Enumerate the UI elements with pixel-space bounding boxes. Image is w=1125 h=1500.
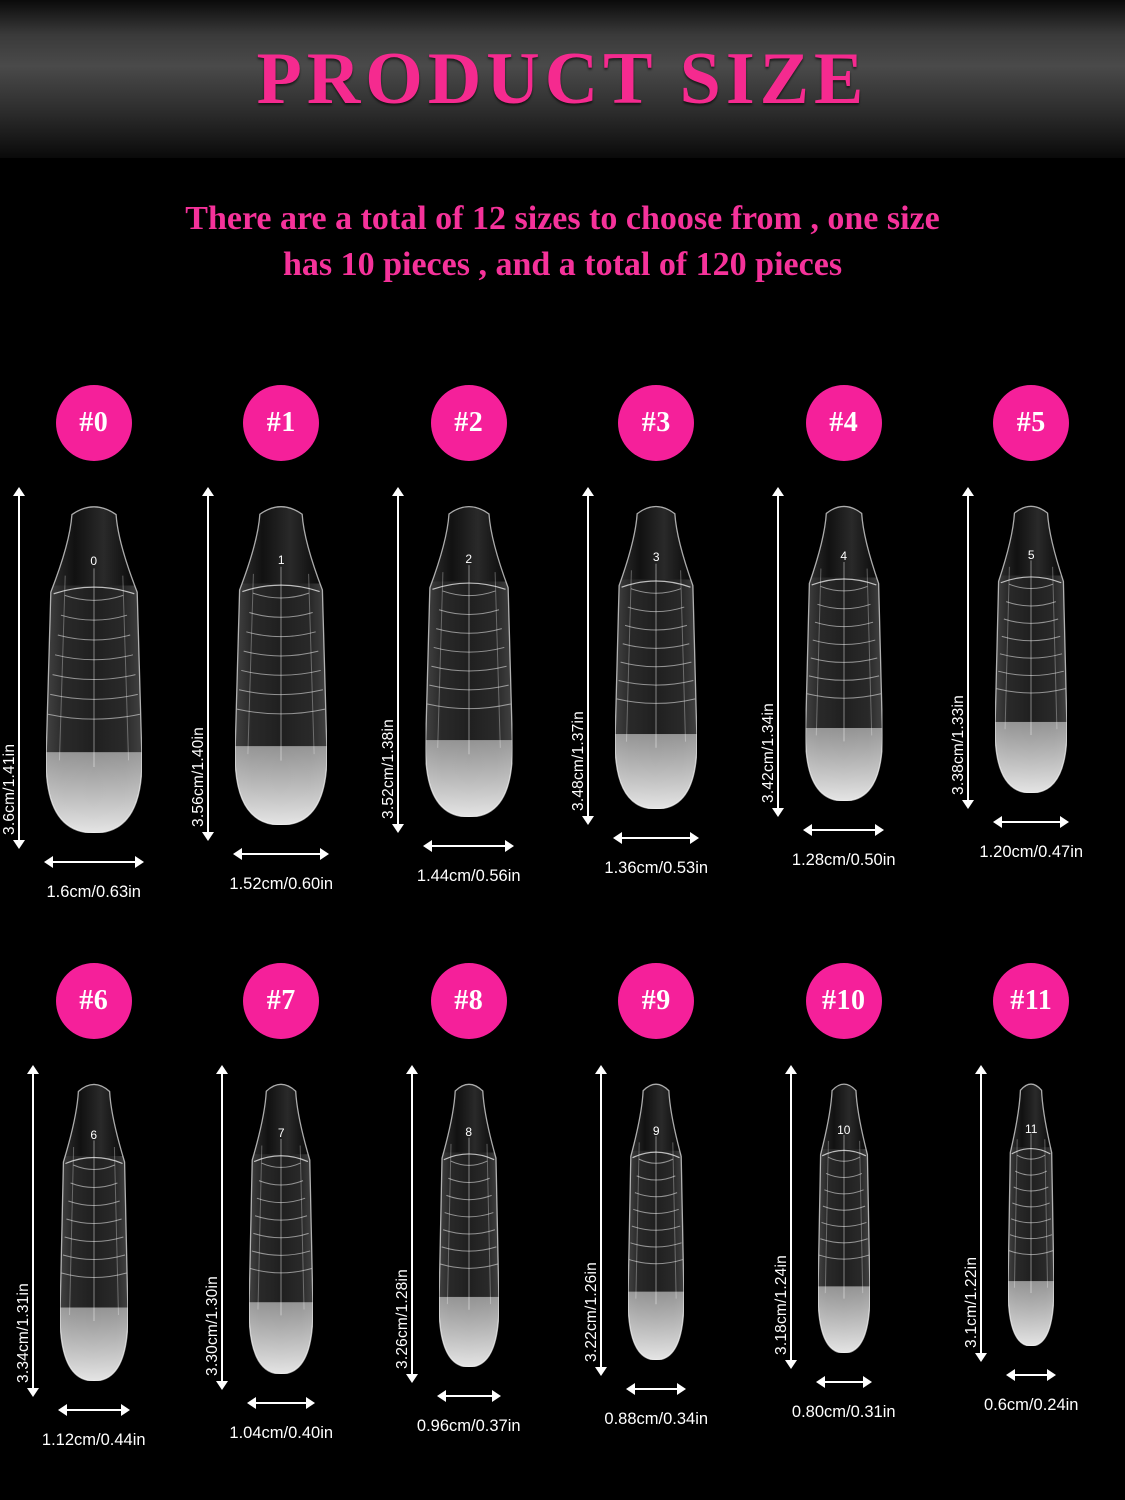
nail-size-marking: 4 bbox=[840, 549, 848, 564]
height-dimension-label: 3.1cm/1.22in bbox=[963, 1256, 981, 1348]
subtitle-line-2: has 10 pieces , and a total of 120 pieces bbox=[282, 245, 843, 283]
width-dimension-arrow bbox=[824, 1381, 864, 1383]
subtitle-line-1: There are a total of 12 sizes to choose from , one size bbox=[185, 200, 940, 237]
height-dimension-label: 3.38cm/1.33in bbox=[950, 695, 968, 795]
width-dimension-label: 0.88cm/0.34in bbox=[604, 1410, 709, 1428]
subtitle-text bbox=[0, 196, 1125, 287]
nail-tip-illustration bbox=[439, 1081, 499, 1367]
nail-size-marking: 2 bbox=[465, 551, 473, 566]
size-badge[interactable]: #11 bbox=[993, 963, 1069, 1039]
size-cell bbox=[375, 963, 563, 1500]
width-dimension-label: 1.28cm/0.50in bbox=[791, 851, 896, 869]
nail-tip-illustration bbox=[249, 1081, 313, 1374]
height-dimension-label: 3.52cm/1.38in bbox=[380, 719, 398, 819]
nail-tip-illustration bbox=[805, 503, 882, 801]
width-dimension-arrow bbox=[621, 837, 691, 839]
width-dimension-label: 1.6cm/0.63in bbox=[46, 883, 141, 901]
nail-tip-illustration bbox=[1008, 1081, 1054, 1346]
width-dimension-label: 0.80cm/0.31in bbox=[791, 1403, 896, 1421]
size-badge[interactable]: #8 bbox=[431, 963, 507, 1039]
size-row-top bbox=[0, 385, 1125, 930]
width-dimension-arrow bbox=[255, 1402, 307, 1404]
nail-tip-illustration bbox=[615, 503, 697, 809]
width-dimension-label: 0.96cm/0.37in bbox=[416, 1417, 521, 1435]
width-dimension-arrow bbox=[1014, 1374, 1048, 1376]
height-dimension-label: 3.6cm/1.41in bbox=[0, 743, 18, 835]
size-badge[interactable]: #4 bbox=[806, 385, 882, 461]
width-dimension-label: 0.6cm/0.24in bbox=[984, 1396, 1079, 1414]
size-cell bbox=[563, 385, 751, 930]
height-dimension-label: 3.30cm/1.30in bbox=[204, 1276, 222, 1376]
width-dimension-arrow bbox=[1001, 821, 1061, 823]
width-dimension-arrow bbox=[241, 853, 321, 855]
nail-tip-illustration bbox=[995, 503, 1067, 793]
nail-tip-illustration bbox=[235, 503, 327, 825]
page-title: PRODUCT SIZE bbox=[256, 37, 869, 120]
width-dimension-arrow bbox=[811, 829, 876, 831]
height-dimension-label: 3.18cm/1.24in bbox=[772, 1255, 790, 1355]
size-cell bbox=[563, 963, 751, 1500]
nail-size-marking: 11 bbox=[1025, 1122, 1038, 1137]
size-badge[interactable]: #2 bbox=[431, 385, 507, 461]
width-dimension-arrow bbox=[634, 1388, 678, 1390]
width-dimension-label: 1.20cm/0.47in bbox=[979, 843, 1084, 861]
size-cell bbox=[0, 963, 188, 1500]
size-cell bbox=[375, 385, 563, 930]
size-badge[interactable]: #1 bbox=[243, 385, 319, 461]
size-badge[interactable]: #7 bbox=[243, 963, 319, 1039]
size-badge[interactable]: #10 bbox=[806, 963, 882, 1039]
size-badge[interactable]: #9 bbox=[618, 963, 694, 1039]
nail-size-marking: 1 bbox=[277, 552, 285, 567]
nail-size-marking: 7 bbox=[277, 1126, 285, 1141]
size-row-bottom bbox=[0, 963, 1125, 1500]
width-dimension-label: 1.52cm/0.60in bbox=[229, 875, 334, 893]
nail-tip-illustration bbox=[628, 1081, 684, 1360]
nail-tip-illustration bbox=[818, 1081, 870, 1353]
size-cell bbox=[188, 385, 376, 930]
height-dimension-label: 3.56cm/1.40in bbox=[190, 727, 208, 827]
size-cell bbox=[938, 385, 1125, 930]
width-dimension-label: 1.44cm/0.56in bbox=[416, 867, 521, 885]
width-dimension-arrow bbox=[431, 845, 506, 847]
nail-tip-illustration bbox=[425, 503, 512, 817]
nail-size-marking: 6 bbox=[90, 1127, 98, 1142]
size-cell bbox=[750, 963, 938, 1500]
nail-tip-illustration bbox=[60, 1081, 128, 1381]
size-cell bbox=[750, 385, 938, 930]
size-badge[interactable]: #6 bbox=[56, 963, 132, 1039]
nail-size-marking: 3 bbox=[652, 550, 660, 565]
nail-size-marking: 10 bbox=[837, 1123, 851, 1138]
nail-size-marking: 5 bbox=[1027, 547, 1035, 562]
nail-size-marking: 9 bbox=[652, 1124, 660, 1139]
width-dimension-label: 1.04cm/0.40in bbox=[229, 1424, 334, 1442]
width-dimension-arrow bbox=[66, 1409, 122, 1411]
nail-tip-illustration bbox=[46, 503, 142, 833]
width-dimension-arrow bbox=[445, 1395, 493, 1397]
size-badge[interactable]: #0 bbox=[56, 385, 132, 461]
header-banner bbox=[0, 0, 1125, 158]
width-dimension-arrow bbox=[52, 861, 136, 863]
size-cell bbox=[188, 963, 376, 1500]
height-dimension-label: 3.26cm/1.28in bbox=[393, 1269, 411, 1369]
nail-size-marking: 8 bbox=[465, 1125, 473, 1140]
size-cell bbox=[0, 385, 188, 930]
height-dimension-label: 3.34cm/1.31in bbox=[14, 1283, 32, 1383]
width-dimension-label: 1.36cm/0.53in bbox=[604, 859, 709, 877]
height-dimension-label: 3.48cm/1.37in bbox=[570, 711, 588, 811]
nail-size-marking: 0 bbox=[90, 554, 98, 569]
size-badge[interactable]: #5 bbox=[993, 385, 1069, 461]
width-dimension-label: 1.12cm/0.44in bbox=[41, 1431, 146, 1449]
size-cell bbox=[938, 963, 1125, 1500]
size-badge[interactable]: #3 bbox=[618, 385, 694, 461]
height-dimension-label: 3.42cm/1.34in bbox=[760, 703, 778, 803]
height-dimension-label: 3.22cm/1.26in bbox=[583, 1262, 601, 1362]
